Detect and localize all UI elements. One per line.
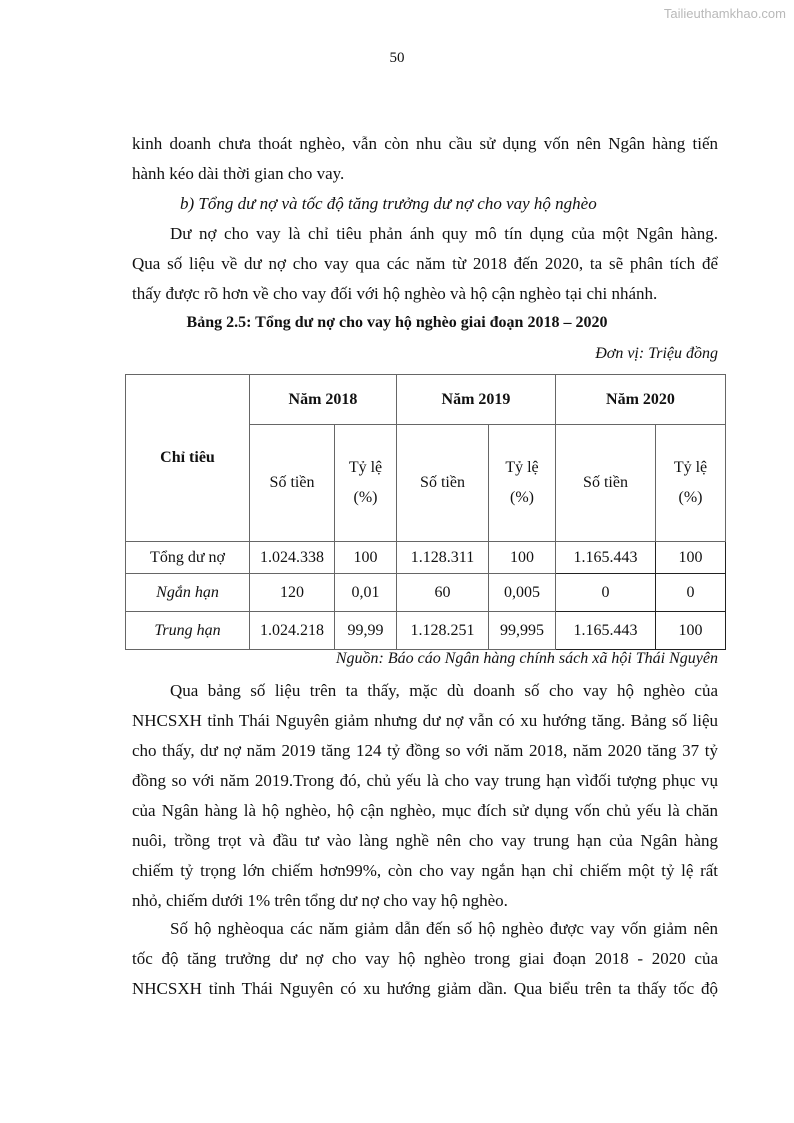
intro-line-2: hành kéo dài thời gian cho vay. — [132, 164, 345, 183]
cell-value: 1.128.251 — [397, 612, 489, 650]
table-source: Nguồn: Báo cáo Ngân hàng chính sách xã hội Thái Nguyên — [335, 650, 718, 667]
header-ratio-2020 — [656, 425, 726, 542]
cell-value: 0 — [556, 574, 656, 612]
header-ratio-2018 — [335, 425, 397, 542]
header-indicator: Chỉ tiêu — [126, 375, 250, 542]
paragraph-2-line-6: nuôi, trồng trọt và đầu tư vào làng nghề nên cho vay trung hạn của Ngân hàng — [132, 831, 718, 850]
paragraph-3-line-2: tốc độ tăng trưởng dư nợ cho vay hộ nghèo trong giai đoạn 2018 - 2020 của — [132, 949, 718, 968]
paragraph-1 — [132, 219, 718, 309]
paragraph-3 — [132, 914, 718, 1004]
watermark: Tailieuthamkhao.com — [663, 6, 786, 21]
cell-value: 60 — [397, 574, 489, 612]
cell-value: 100 — [656, 612, 726, 650]
header-year-2020: Năm 2020 — [556, 375, 726, 425]
header-ratio-unit: (%) — [678, 489, 703, 506]
header-ratio-label: Tỷ lệ — [505, 459, 539, 476]
header-amount-2018: Số tiền — [250, 425, 335, 542]
cell-value: 0,01 — [335, 574, 397, 612]
paragraph-2-line-2: NHCSXH tỉnh Thái Nguyên giảm nhưng dư nợ vẫn có xu hướng tăng. Bảng số liệu — [132, 711, 718, 730]
paragraph-1-line-2: Qua số liệu về dư nợ cho vay qua các năm từ 2018 đến 2020, ta sẽ phân tích để — [132, 254, 718, 273]
paragraph-2-line-5: của Ngân hàng là hộ nghèo, hộ cận nghèo, mục đích sử dụng vốn chủ yếu là chăn — [132, 801, 718, 820]
table-header-row-years — [126, 375, 726, 425]
cell-value: 1.165.443 — [556, 612, 656, 650]
paragraph-2 — [132, 676, 718, 916]
paragraph-3-line-1: Số hộ nghèoqua các năm giảm dẫn đến số hộ nghèo được vay vốn giảm nên — [170, 919, 718, 938]
paragraph-1-line-3: thấy được rõ hơn về cho vay đối với hộ nghèo và hộ cận nghèo tại chi nhánh. — [132, 284, 658, 303]
paragraph-1-line-1: Dư nợ cho vay là chỉ tiêu phản ánh quy mô tín dụng của một Ngân hàng. — [170, 224, 718, 243]
section-heading: b) Tổng dư nợ và tốc độ tăng trưởng dư nợ cho vay hộ nghèo — [180, 194, 597, 213]
paragraph-3-line-3: NHCSXH tỉnh Thái Nguyên có xu hướng giảm dần. Qua biểu trên ta thấy tốc độ — [132, 979, 718, 998]
cell-value: 100 — [489, 542, 556, 574]
cell-value: 1.128.311 — [397, 542, 489, 574]
header-ratio-label: Tỷ lệ — [673, 459, 708, 476]
paragraph-2-line-3: cho thấy, dư nợ năm 2019 tăng 124 tỷ đồng so với năm 2018, năm 2020 tăng 37 tỷ — [132, 741, 718, 760]
header-ratio-unit: (%) — [353, 489, 378, 506]
paragraph-2-line-7: chiếm tỷ trọng lớn chiếm hơn99%, còn cho vay ngắn hạn chỉ chiếm một tỷ lệ rất — [132, 861, 718, 880]
table-unit: Đơn vị: Triệu đồng — [595, 345, 718, 362]
header-amount-2019: Số tiền — [397, 425, 489, 542]
table-row-total — [126, 542, 726, 574]
row-label: Ngắn hạn — [126, 574, 250, 612]
cell-value: 99,99 — [335, 612, 397, 650]
table-row-short-term — [126, 574, 726, 612]
header-ratio-unit: (%) — [510, 489, 534, 506]
row-label: Trung hạn — [126, 612, 250, 650]
cell-value: 100 — [335, 542, 397, 574]
cell-value: 0 — [656, 574, 726, 612]
cell-value: 120 — [250, 574, 335, 612]
cell-value: 1.024.218 — [250, 612, 335, 650]
table-row-medium-term — [126, 612, 726, 650]
intro-line-1: kinh doanh chưa thoát nghèo, vẫn còn nhu cầu sử dụng vốn nên Ngân hàng tiến — [132, 134, 718, 153]
paragraph-2-line-1: Qua bảng số liệu trên ta thấy, mặc dù doanh số cho vay hộ nghèo của — [170, 681, 718, 700]
paragraph-2-line-8: nhỏ, chiếm dưới 1% trên tổng dư nợ cho vay hộ nghèo. — [132, 891, 508, 910]
header-amount-2020: Số tiền — [556, 425, 656, 542]
row-label: Tổng dư nợ — [126, 542, 250, 574]
header-year-2019: Năm 2019 — [397, 375, 556, 425]
cell-value: 1.024.338 — [250, 542, 335, 574]
intro-paragraph — [132, 129, 718, 189]
paragraph-2-line-4: đồng so với năm 2019.Trong đó, chủ yếu là cho vay trung hạn vìđối tượng phục vụ — [132, 771, 718, 790]
header-year-2018: Năm 2018 — [250, 375, 397, 425]
cell-value: 99,995 — [489, 612, 556, 650]
debt-table — [125, 374, 726, 650]
cell-value: 100 — [656, 542, 726, 574]
page-number: 50 — [389, 50, 405, 66]
table-title: Bảng 2.5: Tổng dư nợ cho vay hộ nghèo giai đoạn 2018 – 2020 — [186, 314, 608, 331]
header-ratio-2019 — [489, 425, 556, 542]
cell-value: 1.165.443 — [556, 542, 656, 574]
cell-value: 0,005 — [489, 574, 556, 612]
header-ratio-label: Tỷ lệ — [348, 459, 383, 476]
